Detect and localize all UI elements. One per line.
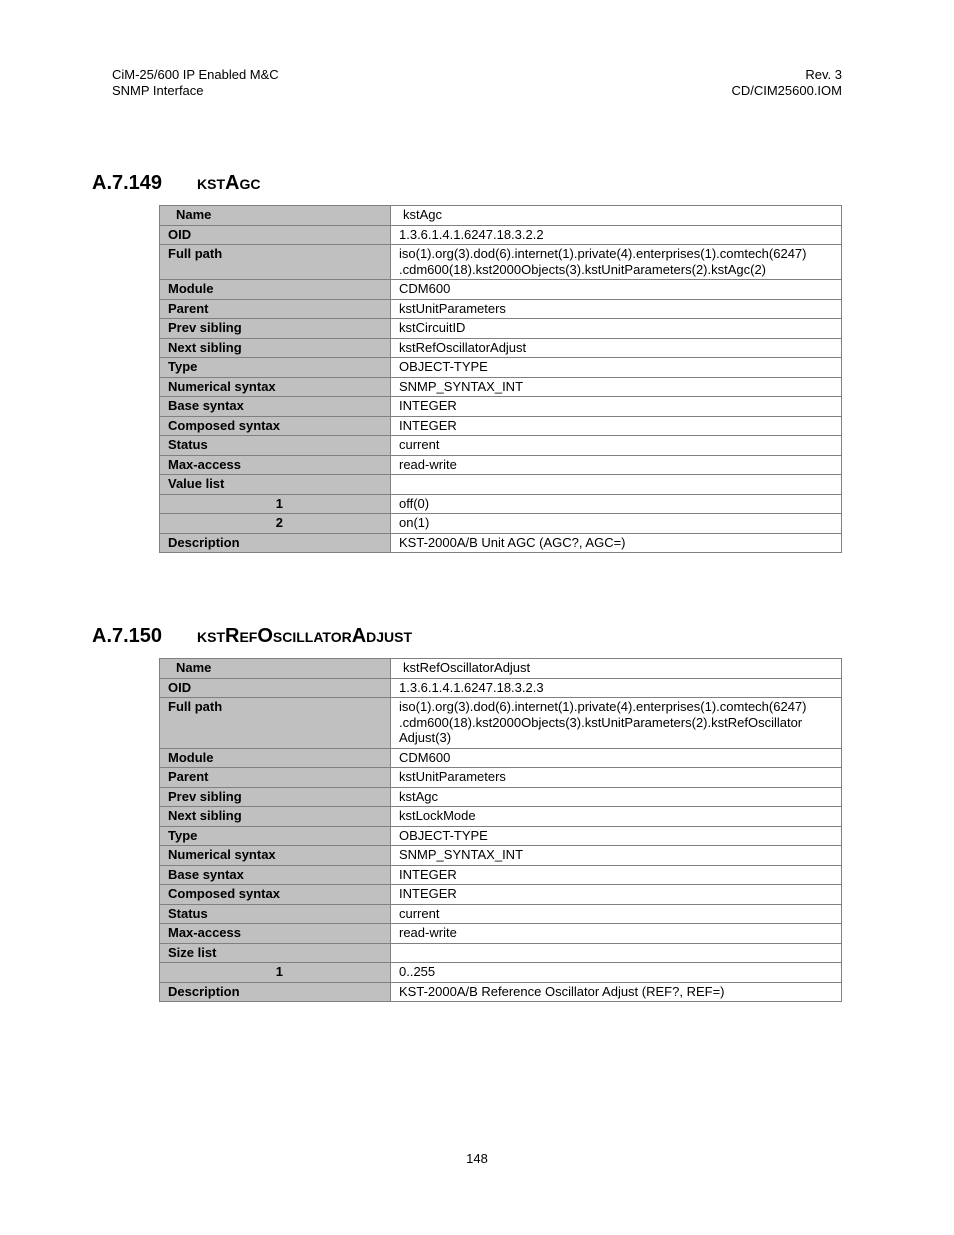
table-row [160,865,842,885]
table-row [160,698,842,749]
section-number: A.7.149 [92,172,163,194]
field-label: Value list [160,475,391,495]
field-label: Base syntax [160,397,391,417]
field-value: 1.3.6.1.4.1.6247.18.3.2.2 [391,225,842,245]
field-label: 2 [160,514,391,534]
doc-title: CiM-25/600 IP Enabled M&C [112,67,279,82]
field-value: current [391,436,842,456]
table-row [160,436,842,456]
field-label: Next sibling [160,338,391,358]
field-value: INTEGER [391,865,842,885]
field-value: kstAgc [391,787,842,807]
table-row [160,225,842,245]
field-value: iso(1).org(3).dod(6).internet(1).private(4).enterprises(1).comtech(6247) .cdm600(18).kst2000Objects(3).kstUnitParameters(2).kstRefOscillator Adjust(3) [391,698,842,749]
field-value: KST-2000A/B Unit AGC (AGC?, AGC=) [391,533,842,553]
field-value: off(0) [391,494,842,514]
header-right [731,67,842,99]
field-value [391,943,842,963]
table-row [160,533,842,553]
field-label: Next sibling [160,807,391,827]
field-label: 1 [160,494,391,514]
field-label: Status [160,904,391,924]
field-label: Full path [160,698,391,749]
table-row [160,885,842,905]
table-row [160,299,842,319]
field-value: INTEGER [391,416,842,436]
field-value: OBJECT-TYPE [391,826,842,846]
section-number: A.7.150 [92,625,163,647]
field-label: Module [160,748,391,768]
field-value: current [391,904,842,924]
field-value: kstUnitParameters [391,768,842,788]
table-row [160,455,842,475]
table-row [160,319,842,339]
table-row [160,963,842,983]
table-row [160,846,842,866]
field-value: on(1) [391,514,842,534]
field-value: SNMP_SYNTAX_INT [391,846,842,866]
field-label: Module [160,280,391,300]
field-value: CDM600 [391,748,842,768]
section-name: kstRefOscillatorAdjust [197,625,413,647]
field-value: INTEGER [391,397,842,417]
field-value: SNMP_SYNTAX_INT [391,377,842,397]
field-label: Size list [160,943,391,963]
doc-subtitle: SNMP Interface [112,83,204,98]
field-label: Name [160,659,391,679]
field-label: Numerical syntax [160,377,391,397]
field-value: kstUnitParameters [391,299,842,319]
table-row [160,206,842,226]
table-row [160,924,842,944]
field-value: OBJECT-TYPE [391,358,842,378]
field-label: Name [160,206,391,226]
table-row [160,904,842,924]
field-label: Composed syntax [160,885,391,905]
field-value [391,475,842,495]
table-row [160,338,842,358]
field-value: read-write [391,455,842,475]
field-label: Full path [160,245,391,280]
table-row [160,416,842,436]
field-label: Description [160,533,391,553]
section-heading [92,171,260,195]
table-row [160,514,842,534]
table-row [160,280,842,300]
field-label: Parent [160,299,391,319]
field-value: KST-2000A/B Reference Oscillator Adjust (REF?, REF=) [391,982,842,1002]
field-value: INTEGER [391,885,842,905]
table-row [160,245,842,280]
header-left [112,67,279,99]
table-row [160,659,842,679]
table-row [160,377,842,397]
field-label: Parent [160,768,391,788]
table-row [160,787,842,807]
table-row [160,475,842,495]
table-row [160,826,842,846]
field-value: iso(1).org(3).dod(6).internet(1).private(4).enterprises(1).comtech(6247) .cdm600(18).kst2000Objects(3).kstUnitParameters(2).kstAgc(2) [391,245,842,280]
object-table [159,205,842,553]
table-row [160,678,842,698]
field-label: 1 [160,963,391,983]
field-label: Base syntax [160,865,391,885]
field-value: read-write [391,924,842,944]
section-heading [92,624,412,648]
field-label: Max-access [160,924,391,944]
table-row [160,807,842,827]
table-row [160,748,842,768]
page-number: 148 [466,1151,488,1166]
field-value: CDM600 [391,280,842,300]
field-value: 1.3.6.1.4.1.6247.18.3.2.3 [391,678,842,698]
field-label: Description [160,982,391,1002]
doc-code: CD/CIM25600.IOM [731,83,842,98]
field-value: kstRefOscillatorAdjust [391,659,842,679]
field-label: OID [160,225,391,245]
field-value: kstAgc [391,206,842,226]
field-value: kstLockMode [391,807,842,827]
field-value: kstCircuitID [391,319,842,339]
field-label: Numerical syntax [160,846,391,866]
table-row [160,982,842,1002]
field-label: Status [160,436,391,456]
field-label: Prev sibling [160,787,391,807]
field-value: kstRefOscillatorAdjust [391,338,842,358]
object-table [159,658,842,1002]
section-name: kstAgc [197,172,261,194]
field-label: Composed syntax [160,416,391,436]
field-label: Max-access [160,455,391,475]
table-row [160,358,842,378]
table-row [160,494,842,514]
field-label: OID [160,678,391,698]
field-label: Prev sibling [160,319,391,339]
field-value: 0..255 [391,963,842,983]
table-row [160,943,842,963]
table-row [160,768,842,788]
doc-revision: Rev. 3 [805,67,842,82]
field-label: Type [160,358,391,378]
table-row [160,397,842,417]
field-label: Type [160,826,391,846]
